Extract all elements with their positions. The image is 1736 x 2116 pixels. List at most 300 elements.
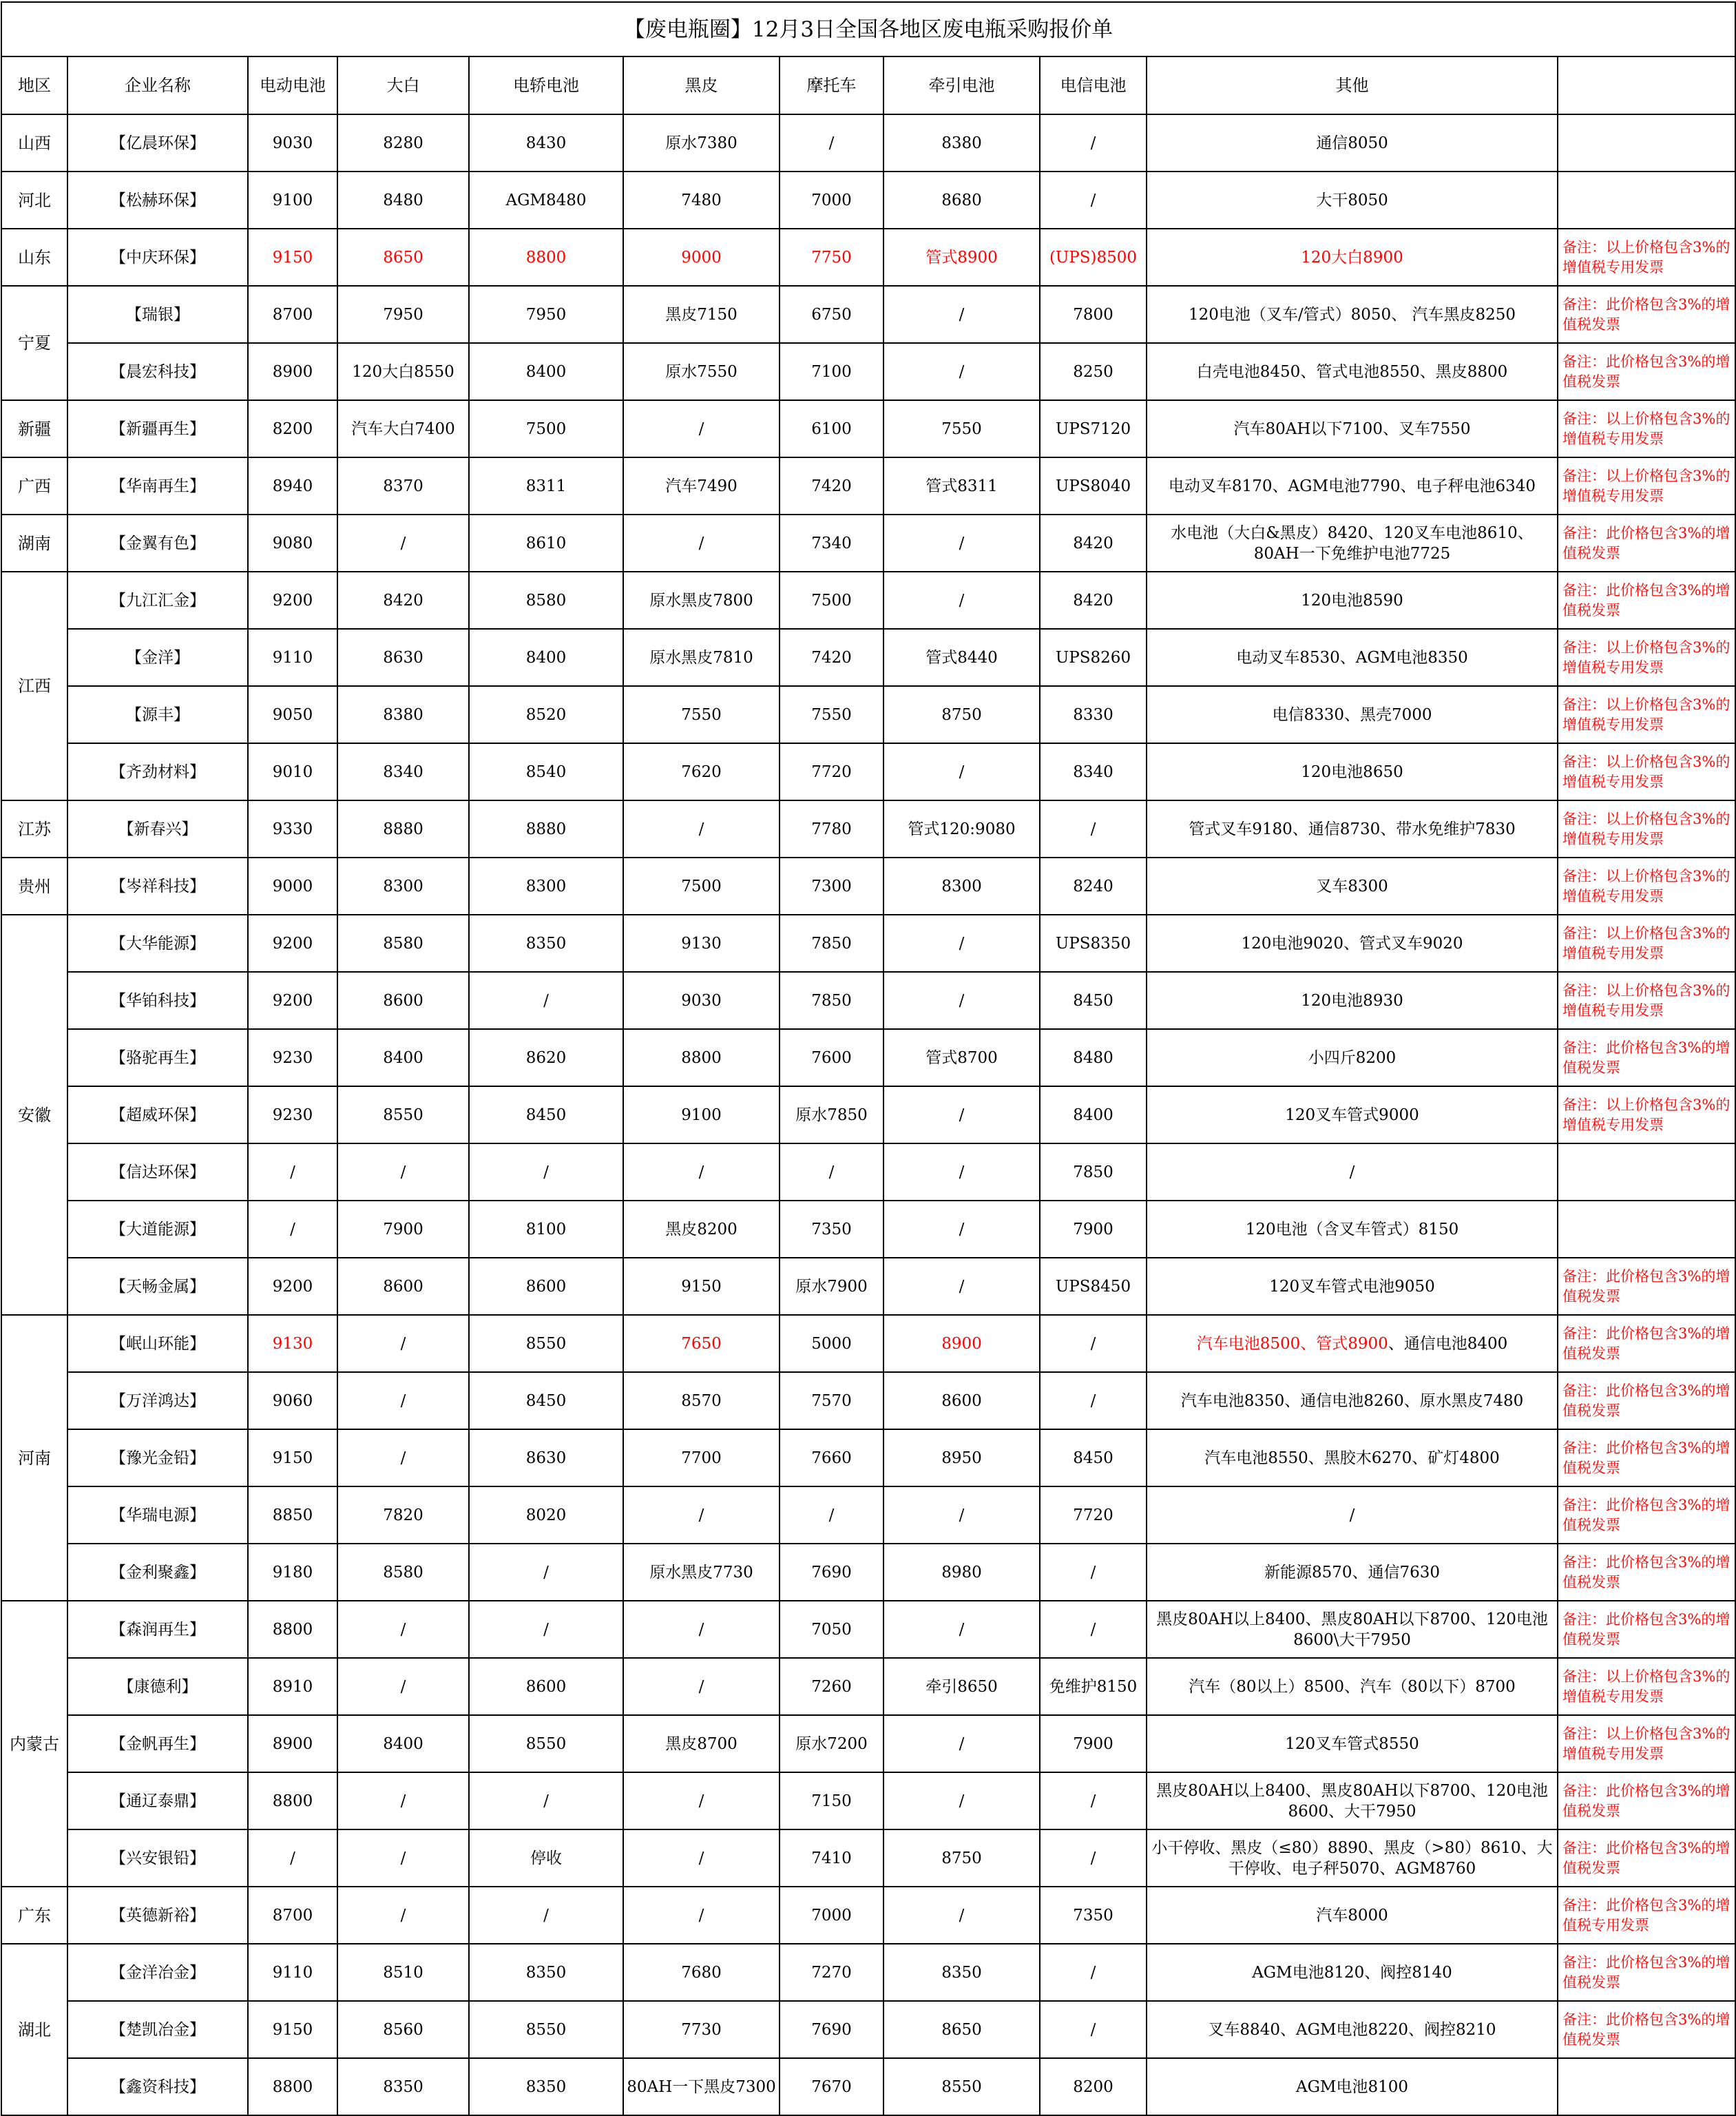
car-price-cell: / <box>469 972 623 1029</box>
company-cell: 【新疆再生】 <box>67 400 248 457</box>
telecom-price-cell: 免维护8150 <box>1040 1658 1147 1715</box>
other-cell: 白壳电池8450、管式电池8550、黑皮8800 <box>1147 343 1558 400</box>
electric-price-cell: 9150 <box>248 1429 337 1486</box>
heipi-price-cell: / <box>623 1601 780 1658</box>
table-row <box>1 2001 1735 2058</box>
other-highlight-text: 汽车电池8500、管式8900 <box>1196 1334 1388 1353</box>
electric-price-cell: 9200 <box>248 1258 337 1315</box>
car-price-cell: 8350 <box>469 2058 623 2115</box>
motorcycle-price-cell: 7100 <box>780 343 883 400</box>
note-cell: 备注：以上价格包含3%的增值税专用发票 <box>1558 1086 1735 1143</box>
motorcycle-price-cell: 原水7900 <box>780 1258 883 1315</box>
heipi-price-cell: 7620 <box>623 743 780 800</box>
motorcycle-price-cell: / <box>780 114 883 172</box>
telecom-price-cell: 8250 <box>1040 343 1147 400</box>
electric-price-cell: / <box>248 1829 337 1887</box>
electric-price-cell: 8800 <box>248 2058 337 2115</box>
table-row <box>1 629 1735 686</box>
motorcycle-price-cell: 7420 <box>780 629 883 686</box>
motorcycle-price-cell: 7420 <box>780 457 883 515</box>
note-cell: 备注：以上价格包含3%的增值税专用发票 <box>1558 972 1735 1029</box>
heipi-price-cell: 8570 <box>623 1372 780 1429</box>
heipi-price-cell: 7500 <box>623 858 780 915</box>
heipi-price-cell: 原水黑皮7800 <box>623 572 780 629</box>
telecom-price-cell: / <box>1040 1829 1147 1887</box>
traction-price-cell: / <box>883 1601 1040 1658</box>
telecom-price-cell: UPS8040 <box>1040 457 1147 515</box>
dabai-price-cell: / <box>337 1429 469 1486</box>
electric-price-cell: 9180 <box>248 1544 337 1601</box>
heipi-price-cell: 9030 <box>623 972 780 1029</box>
electric-price-cell: 8910 <box>248 1658 337 1715</box>
car-price-cell: 8311 <box>469 457 623 515</box>
note-cell: 备注：此价格包含3%的增值税发票 <box>1558 1829 1735 1887</box>
other-cell: / <box>1147 1143 1558 1201</box>
table-row <box>1 1544 1735 1601</box>
heipi-price-cell: / <box>623 1658 780 1715</box>
dabai-price-cell: 8580 <box>337 1544 469 1601</box>
header-region: 地区 <box>1 56 67 114</box>
dabai-price-cell: 8650 <box>337 229 469 286</box>
header-row <box>1 56 1735 114</box>
note-cell <box>1558 2058 1735 2115</box>
dabai-price-cell: 8350 <box>337 2058 469 2115</box>
table-row <box>1 800 1735 858</box>
dabai-price-cell: 8630 <box>337 629 469 686</box>
car-price-cell: 8520 <box>469 686 623 743</box>
car-price-cell: 8100 <box>469 1201 623 1258</box>
other-cell: 大干8050 <box>1147 172 1558 229</box>
region-cell: 新疆 <box>1 400 67 457</box>
telecom-price-cell: 8420 <box>1040 515 1147 572</box>
electric-price-cell: 8900 <box>248 343 337 400</box>
dabai-price-cell: 8280 <box>337 114 469 172</box>
company-cell: 【岑祥科技】 <box>67 858 248 915</box>
electric-price-cell: 9200 <box>248 972 337 1029</box>
note-cell: 备注：此价格包含3%的增值税发票 <box>1558 1544 1735 1601</box>
company-cell: 【超威环保】 <box>67 1086 248 1143</box>
region-cell: 安徽 <box>1 915 67 1315</box>
dabai-price-cell: / <box>337 1887 469 1944</box>
heipi-price-cell: 8800 <box>623 1029 780 1086</box>
table-row <box>1 1143 1735 1201</box>
table-row <box>1 1601 1735 1658</box>
telecom-price-cell: 8330 <box>1040 686 1147 743</box>
traction-price-cell: 8650 <box>883 2001 1040 2058</box>
electric-price-cell: 9200 <box>248 915 337 972</box>
table-row <box>1 1658 1735 1715</box>
heipi-price-cell: 7550 <box>623 686 780 743</box>
other-cell: / <box>1147 1486 1558 1544</box>
traction-price-cell: 管式8900 <box>883 229 1040 286</box>
dabai-price-cell: 8480 <box>337 172 469 229</box>
traction-price-cell: 牵引8650 <box>883 1658 1040 1715</box>
company-cell: 【中庆环保】 <box>67 229 248 286</box>
note-cell: 备注：以上价格包含3%的增值税专用发票 <box>1558 686 1735 743</box>
dabai-price-cell: 8560 <box>337 2001 469 2058</box>
electric-price-cell: 9150 <box>248 229 337 286</box>
dabai-price-cell: 8400 <box>337 1715 469 1772</box>
electric-price-cell: 9010 <box>248 743 337 800</box>
other-cell: 电信8330、黑壳7000 <box>1147 686 1558 743</box>
dabai-price-cell: 7820 <box>337 1486 469 1544</box>
other-cell: 小四斤8200 <box>1147 1029 1558 1086</box>
note-cell: 备注：以上价格包含3%的增值税专用发票 <box>1558 915 1735 972</box>
telecom-price-cell: UPS7120 <box>1040 400 1147 457</box>
price-table <box>1 1 1736 2116</box>
region-cell: 湖南 <box>1 515 67 572</box>
traction-price-cell: / <box>883 1086 1040 1143</box>
motorcycle-price-cell: 7850 <box>780 972 883 1029</box>
other-cell: 通信8050 <box>1147 114 1558 172</box>
table-row <box>1 1772 1735 1829</box>
table-row <box>1 1029 1735 1086</box>
telecom-price-cell: 8450 <box>1040 1429 1147 1486</box>
other-cell: 叉车8300 <box>1147 858 1558 915</box>
other-cell: 黑皮80AH以上8400、黑皮80AH以下8700、120电池8600\大干7950 <box>1147 1601 1558 1658</box>
telecom-price-cell: / <box>1040 172 1147 229</box>
company-cell: 【九江汇金】 <box>67 572 248 629</box>
dabai-price-cell: 8510 <box>337 1944 469 2001</box>
company-cell: 【齐劲材料】 <box>67 743 248 800</box>
heipi-price-cell: / <box>623 515 780 572</box>
company-cell: 【楚凯冶金】 <box>67 2001 248 2058</box>
other-cell: 汽车（80以上）8500、汽车（80以下）8700 <box>1147 1658 1558 1715</box>
region-cell: 江苏 <box>1 800 67 858</box>
telecom-price-cell: / <box>1040 1315 1147 1372</box>
dabai-price-cell: 8420 <box>337 572 469 629</box>
car-price-cell: 8550 <box>469 1315 623 1372</box>
company-cell: 【天畅金属】 <box>67 1258 248 1315</box>
motorcycle-price-cell: 7720 <box>780 743 883 800</box>
traction-price-cell: 8380 <box>883 114 1040 172</box>
other-cell: 电动叉车8530、AGM电池8350 <box>1147 629 1558 686</box>
other-cell: AGM电池8120、阀控8140 <box>1147 1944 1558 2001</box>
header-other: 其他 <box>1147 56 1558 114</box>
note-cell: 备注：此价格包含3%的增值税发票 <box>1558 1486 1735 1544</box>
region-cell: 江西 <box>1 572 67 800</box>
other-cell: 叉车8840、AGM电池8220、阀控8210 <box>1147 2001 1558 2058</box>
heipi-price-cell: / <box>623 1772 780 1829</box>
company-cell: 【松赫环保】 <box>67 172 248 229</box>
heipi-price-cell: 原水黑皮7810 <box>623 629 780 686</box>
car-price-cell: / <box>469 1143 623 1201</box>
heipi-price-cell: 9150 <box>623 1258 780 1315</box>
table-row <box>1 1372 1735 1429</box>
traction-price-cell: 管式8700 <box>883 1029 1040 1086</box>
note-cell: 备注：此价格包含3%的增值税发票 <box>1558 1772 1735 1829</box>
traction-price-cell: 7550 <box>883 400 1040 457</box>
table-row <box>1 1201 1735 1258</box>
electric-price-cell: 9100 <box>248 172 337 229</box>
motorcycle-price-cell: 7550 <box>780 686 883 743</box>
note-cell: 备注：此价格包含3%的增值税发票 <box>1558 1372 1735 1429</box>
other-cell: 汽车8000 <box>1147 1887 1558 1944</box>
car-price-cell: 8350 <box>469 1944 623 2001</box>
telecom-price-cell: UPS8350 <box>1040 915 1147 972</box>
other-cell: 电动叉车8170、AGM电池7790、电子秤电池6340 <box>1147 457 1558 515</box>
motorcycle-price-cell: 7350 <box>780 1201 883 1258</box>
note-cell: 备注：以上价格包含3%的增值税专用发票 <box>1558 629 1735 686</box>
table-row <box>1 457 1735 515</box>
other-cell: 120电池8590 <box>1147 572 1558 629</box>
table-row <box>1 858 1735 915</box>
motorcycle-price-cell: 7150 <box>780 1772 883 1829</box>
other-cell: 120电池（含叉车管式）8150 <box>1147 1201 1558 1258</box>
telecom-price-cell: 8200 <box>1040 2058 1147 2115</box>
dabai-price-cell: 120大白8550 <box>337 343 469 400</box>
note-cell: 备注：此价格包含3%的增值税发票 <box>1558 1315 1735 1372</box>
telecom-price-cell: / <box>1040 800 1147 858</box>
company-cell: 【华铂科技】 <box>67 972 248 1029</box>
telecom-price-cell: / <box>1040 1372 1147 1429</box>
note-cell: 备注：以上价格包含3%的增值税专用发票 <box>1558 858 1735 915</box>
car-price-cell: 8450 <box>469 1372 623 1429</box>
traction-price-cell: 8600 <box>883 1372 1040 1429</box>
company-cell: 【源丰】 <box>67 686 248 743</box>
other-cell: 小干停收、黑皮（≤80）8890、黑皮（>80）8610、大干停收、电子秤5070、AGM8760 <box>1147 1829 1558 1887</box>
car-price-cell: 8400 <box>469 629 623 686</box>
other-cell: 120电池8930 <box>1147 972 1558 1029</box>
other-cell: 汽车电池8350、通信电池8260、原水黑皮7480 <box>1147 1372 1558 1429</box>
motorcycle-price-cell: 7660 <box>780 1429 883 1486</box>
car-price-cell: 8540 <box>469 743 623 800</box>
note-cell: 备注：以上价格包含3%的增值税专用发票 <box>1558 1715 1735 1772</box>
electric-price-cell: 9130 <box>248 1315 337 1372</box>
table-row <box>1 1715 1735 1772</box>
motorcycle-price-cell: 7690 <box>780 1544 883 1601</box>
car-price-cell: AGM8480 <box>469 172 623 229</box>
electric-price-cell: 9060 <box>248 1372 337 1429</box>
traction-price-cell: / <box>883 286 1040 343</box>
heipi-price-cell: / <box>623 1887 780 1944</box>
car-price-cell: 8550 <box>469 2001 623 2058</box>
note-cell: 备注：以上价格包含3%的增值税专用发票 <box>1558 1658 1735 1715</box>
dabai-price-cell: / <box>337 1143 469 1201</box>
electric-price-cell: 8700 <box>248 1887 337 1944</box>
motorcycle-price-cell: 7260 <box>780 1658 883 1715</box>
traction-price-cell: / <box>883 1715 1040 1772</box>
car-price-cell: 7950 <box>469 286 623 343</box>
table-row <box>1 743 1735 800</box>
telecom-price-cell: 8400 <box>1040 1086 1147 1143</box>
region-cell: 广西 <box>1 457 67 515</box>
table-row <box>1 343 1735 400</box>
region-cell: 山西 <box>1 114 67 172</box>
note-cell: 备注：此价格包含3%的增值税发票 <box>1558 343 1735 400</box>
car-price-cell: / <box>469 1544 623 1601</box>
heipi-price-cell: 9100 <box>623 1086 780 1143</box>
company-cell: 【金利聚鑫】 <box>67 1544 248 1601</box>
telecom-price-cell: / <box>1040 2001 1147 2058</box>
car-price-cell: 8450 <box>469 1086 623 1143</box>
traction-price-cell: / <box>883 515 1040 572</box>
telecom-price-cell: 7900 <box>1040 1715 1147 1772</box>
heipi-price-cell: 原水7550 <box>623 343 780 400</box>
dabai-price-cell: / <box>337 1372 469 1429</box>
car-price-cell: 8550 <box>469 1715 623 1772</box>
heipi-price-cell: 7700 <box>623 1429 780 1486</box>
motorcycle-price-cell: 7600 <box>780 1029 883 1086</box>
motorcycle-price-cell: 7690 <box>780 2001 883 2058</box>
other-cell: 120电池（叉车/管式）8050、 汽车黑皮8250 <box>1147 286 1558 343</box>
traction-price-cell: / <box>883 1887 1040 1944</box>
company-cell: 【金帆再生】 <box>67 1715 248 1772</box>
other-cell: 120电池8650 <box>1147 743 1558 800</box>
company-cell: 【晨宏科技】 <box>67 343 248 400</box>
electric-price-cell: 9150 <box>248 2001 337 2058</box>
motorcycle-price-cell: 7000 <box>780 172 883 229</box>
region-cell: 湖北 <box>1 1944 67 2115</box>
table-row <box>1 114 1735 172</box>
telecom-price-cell: / <box>1040 1544 1147 1601</box>
heipi-price-cell: / <box>623 1486 780 1544</box>
company-cell: 【康德利】 <box>67 1658 248 1715</box>
traction-price-cell: 8680 <box>883 172 1040 229</box>
table-row <box>1 400 1735 457</box>
company-cell: 【亿晨环保】 <box>67 114 248 172</box>
table-row <box>1 1887 1735 1944</box>
traction-price-cell: 8350 <box>883 1944 1040 2001</box>
note-cell: 备注：此价格包含3%的增值税专用发票 <box>1558 1887 1735 1944</box>
car-price-cell: 8610 <box>469 515 623 572</box>
note-cell: 备注：此价格包含3%的增值税发票 <box>1558 1258 1735 1315</box>
company-cell: 【华南再生】 <box>67 457 248 515</box>
electric-price-cell: 9330 <box>248 800 337 858</box>
other-cell: 120大白8900 <box>1147 229 1558 286</box>
note-cell: 备注：以上价格包含3%的增值税专用发票 <box>1558 400 1735 457</box>
dabai-price-cell: 汽车大白7400 <box>337 400 469 457</box>
telecom-price-cell: 7720 <box>1040 1486 1147 1544</box>
company-cell: 【英德新裕】 <box>67 1887 248 1944</box>
dabai-price-cell: 8340 <box>337 743 469 800</box>
heipi-price-cell: 原水黑皮7730 <box>623 1544 780 1601</box>
electric-price-cell: 8800 <box>248 1772 337 1829</box>
traction-price-cell: / <box>883 1143 1040 1201</box>
table-row <box>1 572 1735 629</box>
electric-price-cell: 9110 <box>248 629 337 686</box>
traction-price-cell: / <box>883 1772 1040 1829</box>
other-separator: 、 <box>1388 1334 1404 1353</box>
header-traction: 牵引电池 <box>883 56 1040 114</box>
electric-price-cell: 9230 <box>248 1029 337 1086</box>
table-row <box>1 2058 1735 2115</box>
dabai-price-cell: 8370 <box>337 457 469 515</box>
car-price-cell: 8630 <box>469 1429 623 1486</box>
header-company: 企业名称 <box>67 56 248 114</box>
note-cell: 备注：此价格包含3%的增值税发票 <box>1558 515 1735 572</box>
header-motorcycle: 摩托车 <box>780 56 883 114</box>
motorcycle-price-cell: 5000 <box>780 1315 883 1372</box>
other-cell: 120叉车管式8550 <box>1147 1715 1558 1772</box>
motorcycle-price-cell: 7850 <box>780 915 883 972</box>
electric-price-cell: 8700 <box>248 286 337 343</box>
other-cell: 120叉车管式9000 <box>1147 1086 1558 1143</box>
note-cell: 备注：此价格包含3%的增值税发票 <box>1558 286 1735 343</box>
other-cell <box>1147 1315 1558 1372</box>
traction-price-cell: 管式120:9080 <box>883 800 1040 858</box>
electric-price-cell: 9050 <box>248 686 337 743</box>
dabai-price-cell: / <box>337 1601 469 1658</box>
traction-price-cell: 8750 <box>883 1829 1040 1887</box>
company-cell: 【大道能源】 <box>67 1201 248 1258</box>
traction-price-cell: 管式8440 <box>883 629 1040 686</box>
telecom-price-cell: 8240 <box>1040 858 1147 915</box>
heipi-price-cell: 80AH一下黑皮7300 <box>623 2058 780 2115</box>
other-cell: 水电池（大白&黑皮）8420、120叉车电池8610、80AH一下免维护电池7725 <box>1147 515 1558 572</box>
electric-price-cell: 9000 <box>248 858 337 915</box>
company-cell: 【信达环保】 <box>67 1143 248 1201</box>
car-price-cell: 8600 <box>469 1258 623 1315</box>
car-price-cell: / <box>469 1772 623 1829</box>
heipi-price-cell: / <box>623 800 780 858</box>
car-price-cell: 7500 <box>469 400 623 457</box>
telecom-price-cell: / <box>1040 114 1147 172</box>
heipi-price-cell: 黑皮8700 <box>623 1715 780 1772</box>
electric-price-cell: 8940 <box>248 457 337 515</box>
traction-price-cell: / <box>883 743 1040 800</box>
company-cell: 【骆驼再生】 <box>67 1029 248 1086</box>
table-row <box>1 972 1735 1029</box>
note-cell: 备注：此价格包含3%的增值税发票 <box>1558 1029 1735 1086</box>
motorcycle-price-cell: 7670 <box>780 2058 883 2115</box>
table-row <box>1 286 1735 343</box>
motorcycle-price-cell: 7270 <box>780 1944 883 2001</box>
car-price-cell: / <box>469 1601 623 1658</box>
company-cell: 【华瑞电源】 <box>67 1486 248 1544</box>
traction-price-cell: / <box>883 1258 1040 1315</box>
electric-price-cell: 8850 <box>248 1486 337 1544</box>
telecom-price-cell: UPS8450 <box>1040 1258 1147 1315</box>
heipi-price-cell: 7680 <box>623 1944 780 2001</box>
electric-price-cell: 8200 <box>248 400 337 457</box>
company-cell: 【豫光金铅】 <box>67 1429 248 1486</box>
dabai-price-cell: 8600 <box>337 1258 469 1315</box>
motorcycle-price-cell: 原水7850 <box>780 1086 883 1143</box>
motorcycle-price-cell: 7750 <box>780 229 883 286</box>
motorcycle-price-cell: 7410 <box>780 1829 883 1887</box>
car-price-cell: 8350 <box>469 915 623 972</box>
company-cell: 【大华能源】 <box>67 915 248 972</box>
region-cell: 河南 <box>1 1315 67 1601</box>
traction-price-cell: 8550 <box>883 2058 1040 2115</box>
electric-price-cell: 9230 <box>248 1086 337 1143</box>
dabai-price-cell: 7900 <box>337 1201 469 1258</box>
page-title: 【废电瓶圈】12月3日全国各地区废电瓶采购报价单 <box>1 2 1735 56</box>
company-cell: 【金洋冶金】 <box>67 1944 248 2001</box>
table-row <box>1 1086 1735 1143</box>
header-electric: 电动电池 <box>248 56 337 114</box>
dabai-price-cell: 8600 <box>337 972 469 1029</box>
region-cell: 山东 <box>1 229 67 286</box>
dabai-price-cell: / <box>337 515 469 572</box>
heipi-price-cell: 黑皮8200 <box>623 1201 780 1258</box>
telecom-price-cell: 8450 <box>1040 972 1147 1029</box>
car-price-cell: 8020 <box>469 1486 623 1544</box>
heipi-price-cell: 7730 <box>623 2001 780 2058</box>
traction-price-cell: 8300 <box>883 858 1040 915</box>
note-cell <box>1558 1143 1735 1201</box>
traction-price-cell: 管式8311 <box>883 457 1040 515</box>
note-cell: 备注：以上价格包含3%的增值税专用发票 <box>1558 800 1735 858</box>
dabai-price-cell: 8300 <box>337 858 469 915</box>
header-car: 电轿电池 <box>469 56 623 114</box>
table-row <box>1 686 1735 743</box>
car-price-cell: 8430 <box>469 114 623 172</box>
company-cell: 【瑞银】 <box>67 286 248 343</box>
region-cell: 广东 <box>1 1887 67 1944</box>
heipi-price-cell: 9130 <box>623 915 780 972</box>
